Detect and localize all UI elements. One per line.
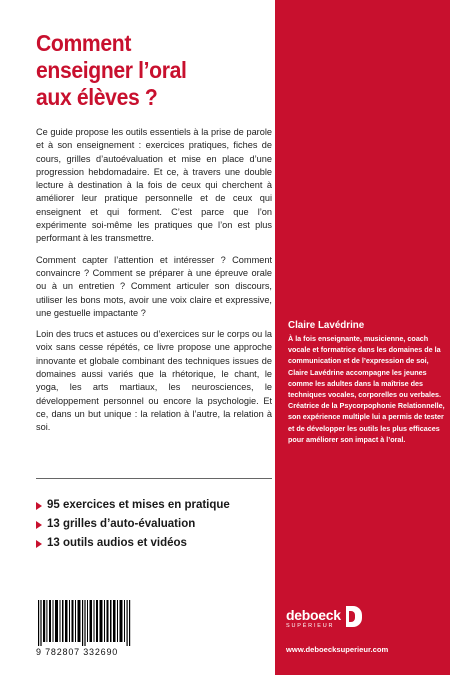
publisher-d-logo-icon bbox=[346, 606, 362, 627]
highlight-text: 13 outils audios et vidéos bbox=[47, 537, 187, 549]
highlight-item bbox=[36, 496, 272, 515]
highlight-text: 95 exercices et mises en pratique bbox=[47, 499, 230, 511]
publisher-subline: SUPÉRIEUR bbox=[286, 623, 335, 629]
arrow-bullet-icon bbox=[36, 521, 42, 529]
blurb bbox=[36, 126, 272, 443]
author-section bbox=[288, 320, 448, 445]
blurb-paragraph: Loin des trucs et astuces ou d’exercices sur le corps ou la voix sans cesse répétés, ce livre propose une approche innovante et globale combinant des techniques issues de domaines aussi variés que la rhétorique, le chant, le yoga, les arts martiaux, les neurosciences, le développement personnel ou encore la psychologie. Et ce, dans un but unique : la relation à l’autre, la relation à soi. bbox=[36, 329, 272, 433]
arrow-bullet-icon bbox=[36, 502, 42, 510]
highlights-list bbox=[36, 496, 272, 553]
publisher-name: deboeck bbox=[286, 607, 341, 623]
publisher-logo bbox=[286, 608, 376, 638]
barcode-bars-icon bbox=[36, 600, 138, 646]
highlight-item bbox=[36, 534, 272, 553]
publisher-website: www.deboecksuperieur.com bbox=[286, 645, 389, 654]
isbn-number: 9 782807 332690 bbox=[36, 647, 119, 657]
highlight-text: 13 grilles d’auto-évaluation bbox=[47, 518, 196, 530]
arrow-bullet-icon bbox=[36, 540, 42, 548]
title-line-2: enseigner l’oral bbox=[36, 57, 187, 83]
blurb-paragraph: Ce guide propose les outils essentiels à la prise de parole et à son enseignement : exercices pratiques, fiches de cours, grilles d’autoévaluation et mise en place d’une progression hebdomadaire. Et ce, à travers une double lecture à destination à la fois de ceux qui cherchent à améliorer leur pratique personnelle et de ceux qui enseignent et qui forment. C’est parce que l’on expérimente soi-même les pratiques que l’on est plus performant à les transmettre. bbox=[36, 127, 272, 244]
divider bbox=[36, 478, 272, 479]
isbn-barcode bbox=[36, 600, 138, 660]
highlight-item bbox=[36, 515, 272, 534]
title-line-3: aux élèves ? bbox=[36, 84, 158, 110]
blurb-paragraph: Comment capter l’attention et intéresser ? Comment convaincre ? Comment se préparer à une épreuve orale ou à un entretien ? Comment articuler son discours, utiliser les bons mots, avoir une voix claire et expressive, une gestuelle impactante ? bbox=[36, 254, 272, 318]
book-title bbox=[36, 30, 252, 111]
author-bio: À la fois enseignante, musicienne, coach vocale et formatrice dans les domaines de la communication et de l’expression de soi, Claire Lavédrine accompagne les jeunes comme les adultes dans la maîtrise des techniques vocales, corporelles ou verbales. Créatrice de la Psycorpophonie Relationnelle, son expérience multiple lui a permis de tester et de développer les outils les plus efficaces pour améliorer son impact à l’oral. bbox=[288, 334, 445, 444]
title-line-1: Comment bbox=[36, 30, 132, 56]
author-name: Claire Lavédrine bbox=[288, 320, 365, 331]
